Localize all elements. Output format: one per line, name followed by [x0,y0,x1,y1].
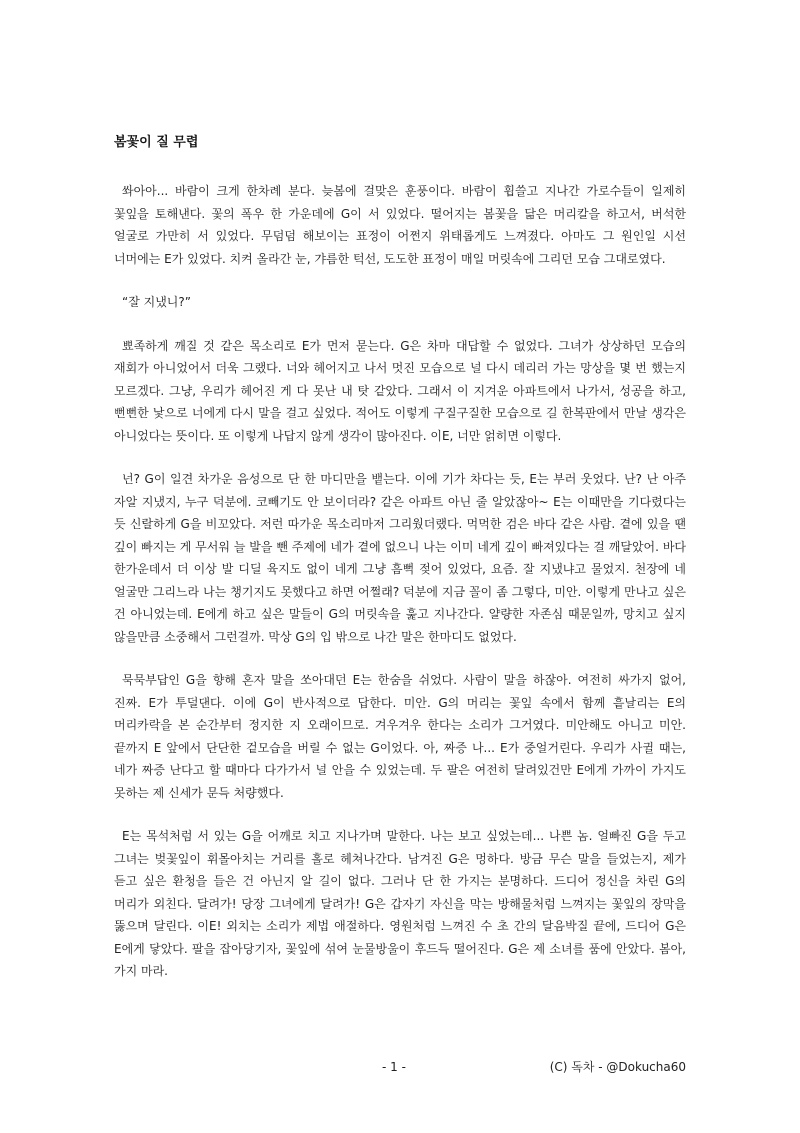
paragraph-5: 묵묵부답인 G을 향해 혼자 말을 쏘아대던 E는 한숨을 쉬었다. 사람이 말을 하잖아. 여전히 싸가지 없어, 진짜. E가 투덜댄다. 이에 G이 반사적으로 답한다. 미안. G의 머리는 꽃잎 속에서 함께 흩날리는 E의 머리카락을 본 순간부터 정지한 지 오래이므로. 겨우겨우 한다는 소리가 그거였다. 미안해도 아니고 미안. 끝까지 E 앞에서 단단한 겉모습을 버릴 수 없는 G이었다. 아, 짜증 나... E가 중얼거린다. 우리가 사귈 때는, 네가 짜증 난다고 할 때마다 다가가서 널 안을 수 있었는데. 두 팔은 여전히 달려있건만 E에게 가까이 가지도 못하는 제 신세가 문득 처량했다. [114,673,686,800]
document-title: 봄꽃이 질 무렵 [114,135,199,150]
page-footer [114,1057,686,1077]
paragraph-1: 쏴아아... 바람이 크게 한차례 분다. 늦봄에 걸맞은 훈풍이다. 바람이 휩쓸고 지나간 가로수들이 일제히 꽃잎을 토해낸다. 꽃의 폭우 한 가운데에 G이 서 있었다. 떨어지는 봄꽃을 닮은 머리칼을 하고서, 버석한 얼굴로 가만히 서 있었다. 무덤덤 해보이는 표정이 어쩐지 위태롭게도 느껴졌다. 아마도 그 원인일 시선 너머에는 E가 있었다. 치켜 올라간 눈, 갸름한 턱선, 도도한 표정이 매일 머릿속에 그리던 모습 그대로였다. [114,184,686,266]
copyright-credit: (C) 독차 - @Dokucha60 [549,1060,686,1074]
document-body [114,180,686,1004]
paragraph-3: 뾰족하게 깨질 것 같은 목소리로 E가 먼저 묻는다. G은 차마 대답할 수 없었다. 그녀가 상상하던 모습의 재회가 아니었어서 더욱 그랬다. 너와 헤어지고 나서 멋진 모습으로 널 다시 데리러 가는 망상을 몇 번 했는지 모르겠다. 그냥, 우리가 헤어진 게 다 못난 내 탓 같았다. 그래서 이 지겨운 아파트에서 나가서, 성공을 하고, 뻔뻔한 낯으로 너에게 다시 말을 걸고 싶었다. 적어도 이렇게 구질구질한 모습으로 길 한복판에서 만날 생각은 아니었다는 뜻이다. 또 이렇게 나답지 않게 생각이 많아진다. 이E, 너만 얽히면 이렇다. [114,338,686,443]
paragraph-2-dialogue: “잘 지냈니?” [122,295,191,309]
paragraph-6: E는 목석처럼 서 있는 G을 어깨로 치고 지나가며 말한다. 나는 보고 싶었는데... 나쁜 놈. 얼빠진 G을 두고 그녀는 벚꽃잎이 휘몰아치는 거리를 홀로 헤쳐나간다. 남겨진 G은 멍하다. 방금 무슨 말을 들었는지, 제가 듣고 싶은 환청을 들은 건 아닌지 알 길이 없다. 그러나 단 한 가지는 분명하다. 드디어 정신을 차린 G의 머리가 외친다. 달려가! 당장 그녀에게 달려가! G은 갑자기 자신을 막는 방해물처럼 느껴지는 꽃잎의 장막을 뚫으며 달린다. 이E! 외치는 소리가 제법 애절하다. 영원처럼 느껴진 수 초 간의 달음박질 끝에, 드디어 G은 E에게 닿았다. 팔을 잡아당기자, 꽃잎에 섞여 눈물방울이 후드득 떨어진다. G은 제 소녀를 품에 안았다. 봄아, 가지 마라. [114,829,686,978]
page-number: - 1 - [382,1060,406,1074]
document-page [114,0,686,1133]
paragraph-4: 넌? G이 일견 차가운 음성으로 단 한 마디만을 뱉는다. 이에 기가 차다는 듯, E는 부러 웃었다. 난? 난 아주 자알 지냈지, 누구 덕분에. 코빼기도 안 보이더라? 같은 아파트 아닌 줄 알았잖아~ E는 이때만을 기다렸다는 듯 신랄하게 G을 비꼬았다. 저런 따가운 목소리마저 그리웠더랬다. 먹먹한 검은 바다 같은 사람. 곁에 있을 땐 깊이 빠지는 게 무서워 늘 발을 뺀 주제에 네가 곁에 없으니 나는 이미 네게 깊이 빠져있다는 걸 깨달았어. 바다 한가운데서 더 이상 발 디딜 육지도 없이 네게 그냥 흠뻑 젖어 있었다, 요즘. 잘 지냈냐고 물었지. 천장에 네 얼굴만 그리느라 나는 챙기지도 못했다고 하면 어쩔래? 덕분에 지금 꼴이 좀 그렇다, 미안. 이렇게 만나고 싶은 건 아니었는데. E에게 하고 싶은 말들이 G의 머릿속을 훑고 지나간다. 얄량한 자존심 때문일까, 망치고 싶지 않을만큼 소중해서 그런걸까. 막상 G의 입 밖으로 나간 말은 한마디도 없었다. [114,472,686,644]
